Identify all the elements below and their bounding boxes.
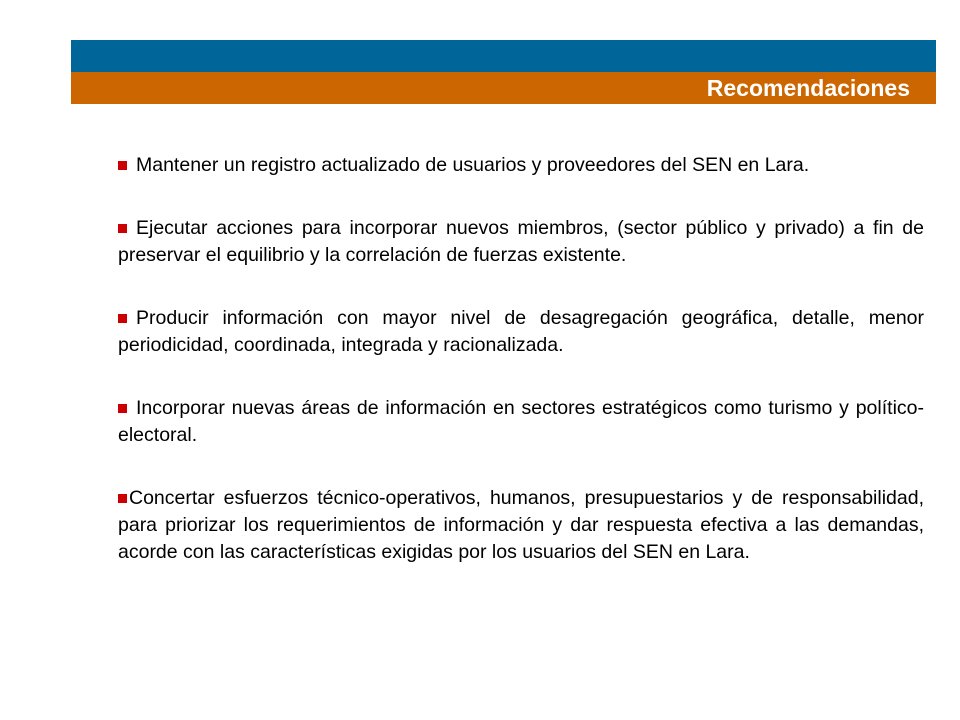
list-item-text: Mantener un registro actualizado de usuarios y proveedores del SEN en Lara. bbox=[136, 154, 810, 176]
square-bullet-icon bbox=[118, 314, 127, 323]
list-item bbox=[118, 305, 924, 359]
slide-title: Recomendaciones bbox=[706, 75, 910, 101]
list-item-text: Concertar esfuerzos técnico-operativos, humanos, presupuestarios y de responsabilidad, para priorizar los requerimientos de información y dar respuesta efectiva a las demandas, acorde con las características exigidas por los usuarios del SEN en Lara. bbox=[118, 487, 924, 563]
square-bullet-icon bbox=[118, 404, 127, 413]
list-item bbox=[118, 485, 924, 566]
recommendations-list bbox=[118, 152, 924, 566]
square-bullet-icon bbox=[118, 161, 127, 170]
list-item bbox=[118, 152, 924, 179]
list-item bbox=[118, 215, 924, 269]
square-bullet-icon bbox=[118, 224, 127, 233]
square-bullet-icon bbox=[118, 494, 127, 503]
header-band-orange bbox=[71, 72, 936, 104]
list-item-text: Incorporar nuevas áreas de información en sectores estratégicos como turismo y político-electoral. bbox=[118, 397, 924, 446]
list-item-text: Ejecutar acciones para incorporar nuevos miembros, (sector público y privado) a fin de preservar el equilibrio y la correlación de fuerzas existente. bbox=[118, 217, 924, 266]
list-item bbox=[118, 395, 924, 449]
header-band-blue bbox=[71, 40, 936, 72]
list-item-text: Producir información con mayor nivel de desagregación geográfica, detalle, menor periodicidad, coordinada, integrada y racionalizada. bbox=[118, 307, 924, 356]
